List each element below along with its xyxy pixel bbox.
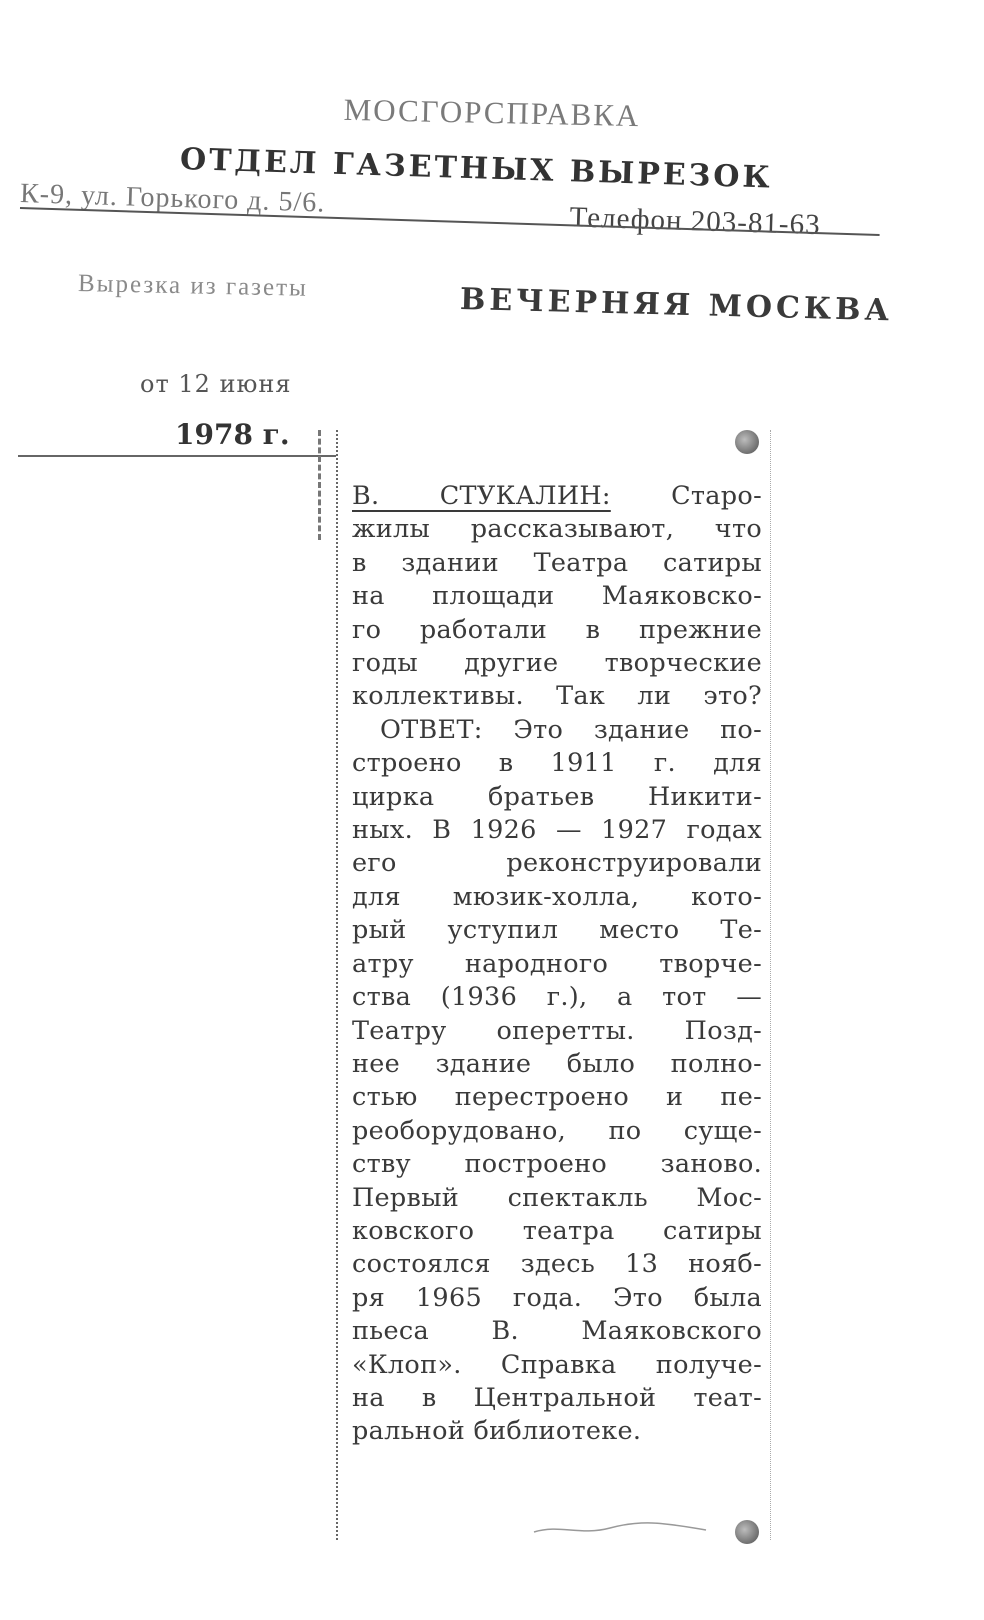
answer-line: ства (1936 г.), а тот —: [352, 982, 762, 1013]
answer-line: состоялся здесь 13 нояб-: [352, 1249, 762, 1280]
phone-number: Телефон 203-81-63: [569, 201, 822, 242]
answer-line: стью перестроено и пе-: [352, 1082, 762, 1113]
article-line: го работали в прежние: [352, 614, 762, 645]
answer-line: «Клоп». Справка получе-: [352, 1349, 762, 1380]
article-line: годы другие творческие: [352, 648, 762, 679]
article-body: [352, 480, 762, 1449]
answer-line: нее здание было полно-: [352, 1048, 762, 1079]
article-author: В. СТУКАЛИН:: [352, 481, 611, 511]
address: К-9, ул. Горького д. 5/6.: [19, 178, 326, 219]
article-first-line: [352, 480, 762, 513]
answer-line: атру народного творче-: [352, 948, 762, 979]
answer-line: ря 1965 года. Это была: [352, 1282, 762, 1313]
article-line: коллективы. Так ли это?: [352, 681, 762, 712]
answer-first-words: Это здание по-: [513, 714, 763, 745]
answer-line: ковского театра сатиры: [352, 1215, 762, 1246]
publication-year: 1978 г.: [175, 418, 290, 451]
clipping-label: Вырезка из газеты: [77, 270, 309, 302]
article-line: в здании Театра сатиры: [352, 547, 762, 578]
answer-line: для мюзик-холла, кото-: [352, 881, 762, 912]
clipping-right-edge: [770, 430, 771, 1540]
article-line: жилы рассказывают, что: [352, 514, 762, 545]
answer-line: ству построено заново.: [352, 1149, 762, 1180]
answer-first-line: [352, 714, 762, 747]
answer-line: его реконструировали: [352, 848, 762, 879]
date-underline: [18, 455, 336, 457]
department-name: ОТДЕЛ ГАЗЕТНЫХ ВЫРЕЗОК: [179, 142, 774, 196]
glue-dot-icon: [735, 1520, 759, 1544]
scribble-mark-icon: [530, 1520, 710, 1538]
publication-date: от 12 июня: [140, 370, 292, 398]
answer-line: Театру оперетты. Позд-: [352, 1015, 762, 1046]
organization-name: МОСГОРСПРАВКА: [343, 91, 641, 134]
answer-line: реоборудовано, по суще-: [352, 1115, 762, 1146]
answer-line: ных. В 1926 — 1927 годах: [352, 815, 762, 846]
answer-label: ОТВЕТ:: [380, 714, 483, 745]
clipping-torn-edge: [318, 430, 325, 540]
answer-line: на в Центральной теат-: [352, 1382, 762, 1413]
glue-dot-icon: [735, 430, 759, 454]
answer-line: ральной библиотеке.: [352, 1416, 642, 1447]
answer-line: Первый спектакль Мос-: [352, 1182, 762, 1213]
answer-line: цирка братьев Никити-: [352, 781, 762, 812]
answer-line: строено в 1911 г. для: [352, 748, 762, 779]
answer-line: рый уступил место Те-: [352, 915, 762, 946]
article-first-word: Старо-: [671, 481, 762, 511]
clipping-left-edge: [336, 430, 344, 1540]
article-line: на площади Маяковско-: [352, 581, 762, 612]
newspaper-name: ВЕЧЕРНЯЯ МОСКВА: [459, 282, 894, 329]
answer-line: пьеса В. Маяковского: [352, 1316, 762, 1347]
